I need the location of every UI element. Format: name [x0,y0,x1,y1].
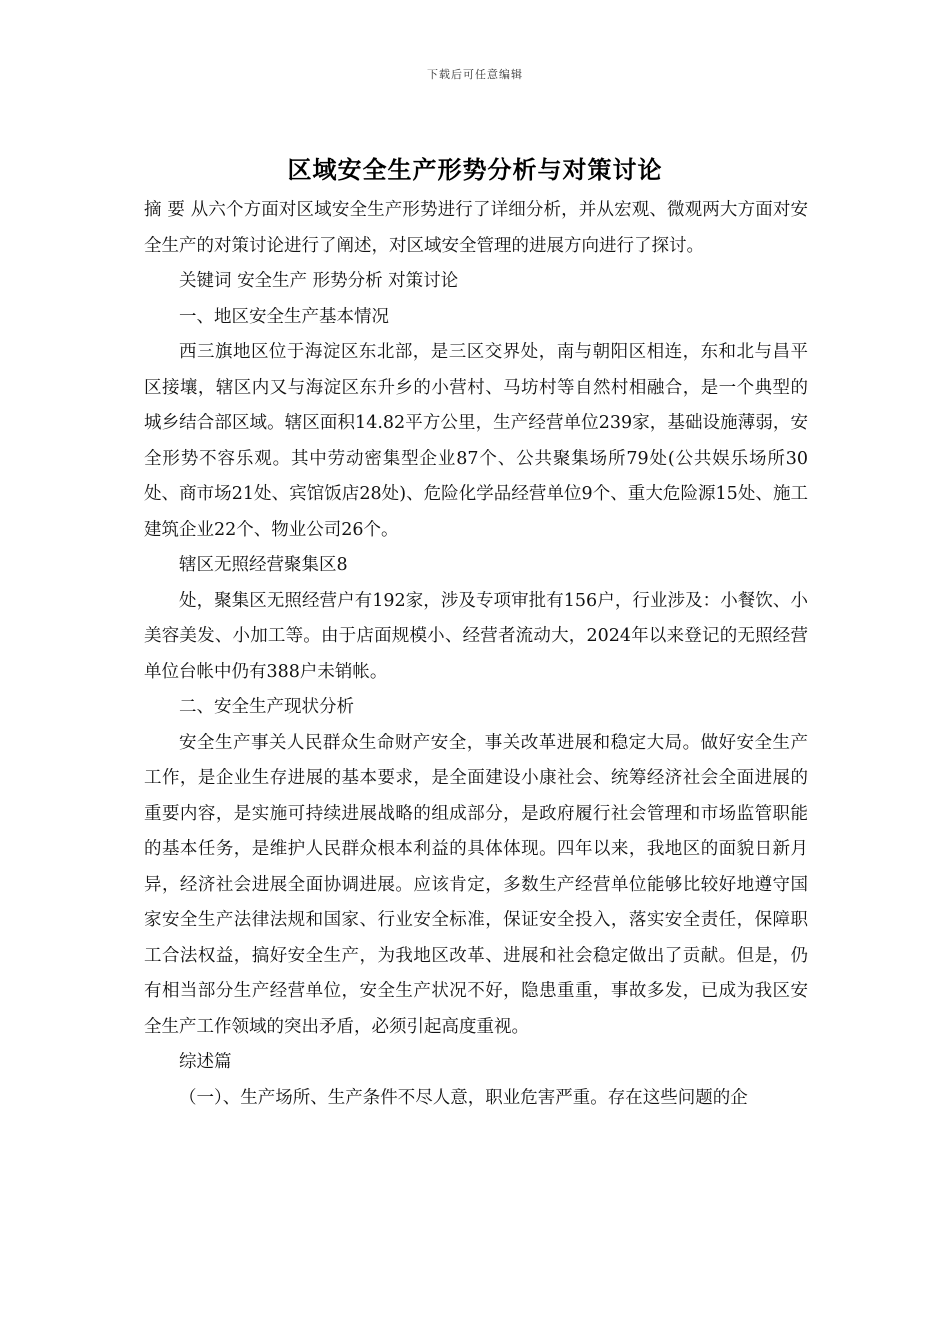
document-body [144,193,808,1116]
summary-label: 综述篇 [179,1052,232,1072]
header-note: 下载后可任意编辑 [427,68,523,81]
section-heading-1: 一、地区安全生产基本情况 [179,306,389,327]
section2-paragraph-1: 安全生产事关人民群众生命财产安全，事关改革进展和稳定大局。做好安全生产工作，是企业生存进展的基本要求，是全面建设小康社会、统筹经济社会全面进展的重要内容，是实施可持续进展战略的组成部分，是政府履行社会管理和市场监管职能的基本任务，是维护人民群众根本利益的具体体现。四年以来，我地区的面貌日新月异，经济社会进展全面协调进展。应该肯定，多数生产经营单位能够比较好地遵守国家安全生产法律法规和国家、行业安全标准，保证安全投入，落实安全责任，保障职工合法权益，搞好安全生产，为我地区改革、进展和社会稳定做出了贡献。但是，仍有相当部分生产经营单位，安全生产状况不好，隐患重重，事故多发，已成为我区安全生产工作领域的突出矛盾，必须引起高度重视。 [144,732,808,1037]
document-title: 区域安全生产形势分析与对策讨论 [287,155,663,184]
keywords-paragraph: 关键词 安全生产 形势分析 对策讨论 [179,271,459,291]
section1-paragraph-3: 处，聚集区无照经营户有192家，涉及专项审批有156户，行业涉及：小餐饮、小美容美发、小加工等。由于店面规模小、经营者流动大，2024年以来登记的无照经营单位台帐中仍有388户未销帐。 [144,590,808,682]
item-paragraph-1: （一）、生产场所、生产条件不尽人意，职业危害严重。存在这些问题的企 [179,1087,748,1108]
section-heading-2: 二、安全生产现状分析 [179,697,354,717]
section1-paragraph-2: 辖区无照经营聚集区8 [179,555,348,575]
section1-paragraph-1: 西三旗地区位于海淀区东北部，是三区交界处，南与朝阳区相连，东和北与昌平区接壤，辖区内又与海淀区东升乡的小营村、马坊村等自然村相融合，是一个典型的城乡结合部区域。辖区面积14.82平方公里，生产经营单位239家，基础设施薄弱，安全形势不容乐观。其中劳动密集型企业87个、公共聚集场所79处(公共娱乐场所30处、商市场21处、宾馆饭店28处)、危险化学品经营单位9个、重大危险源15处、施工建筑企业22个、物业公司26个。 [144,342,808,540]
abstract-paragraph: 摘 要 从六个方面对区域安全生产形势进行了详细分析，并从宏观、微观两大方面对安全生产的对策讨论进行了阐述，对区域安全管理的进展方向进行了探讨。 [144,200,808,256]
